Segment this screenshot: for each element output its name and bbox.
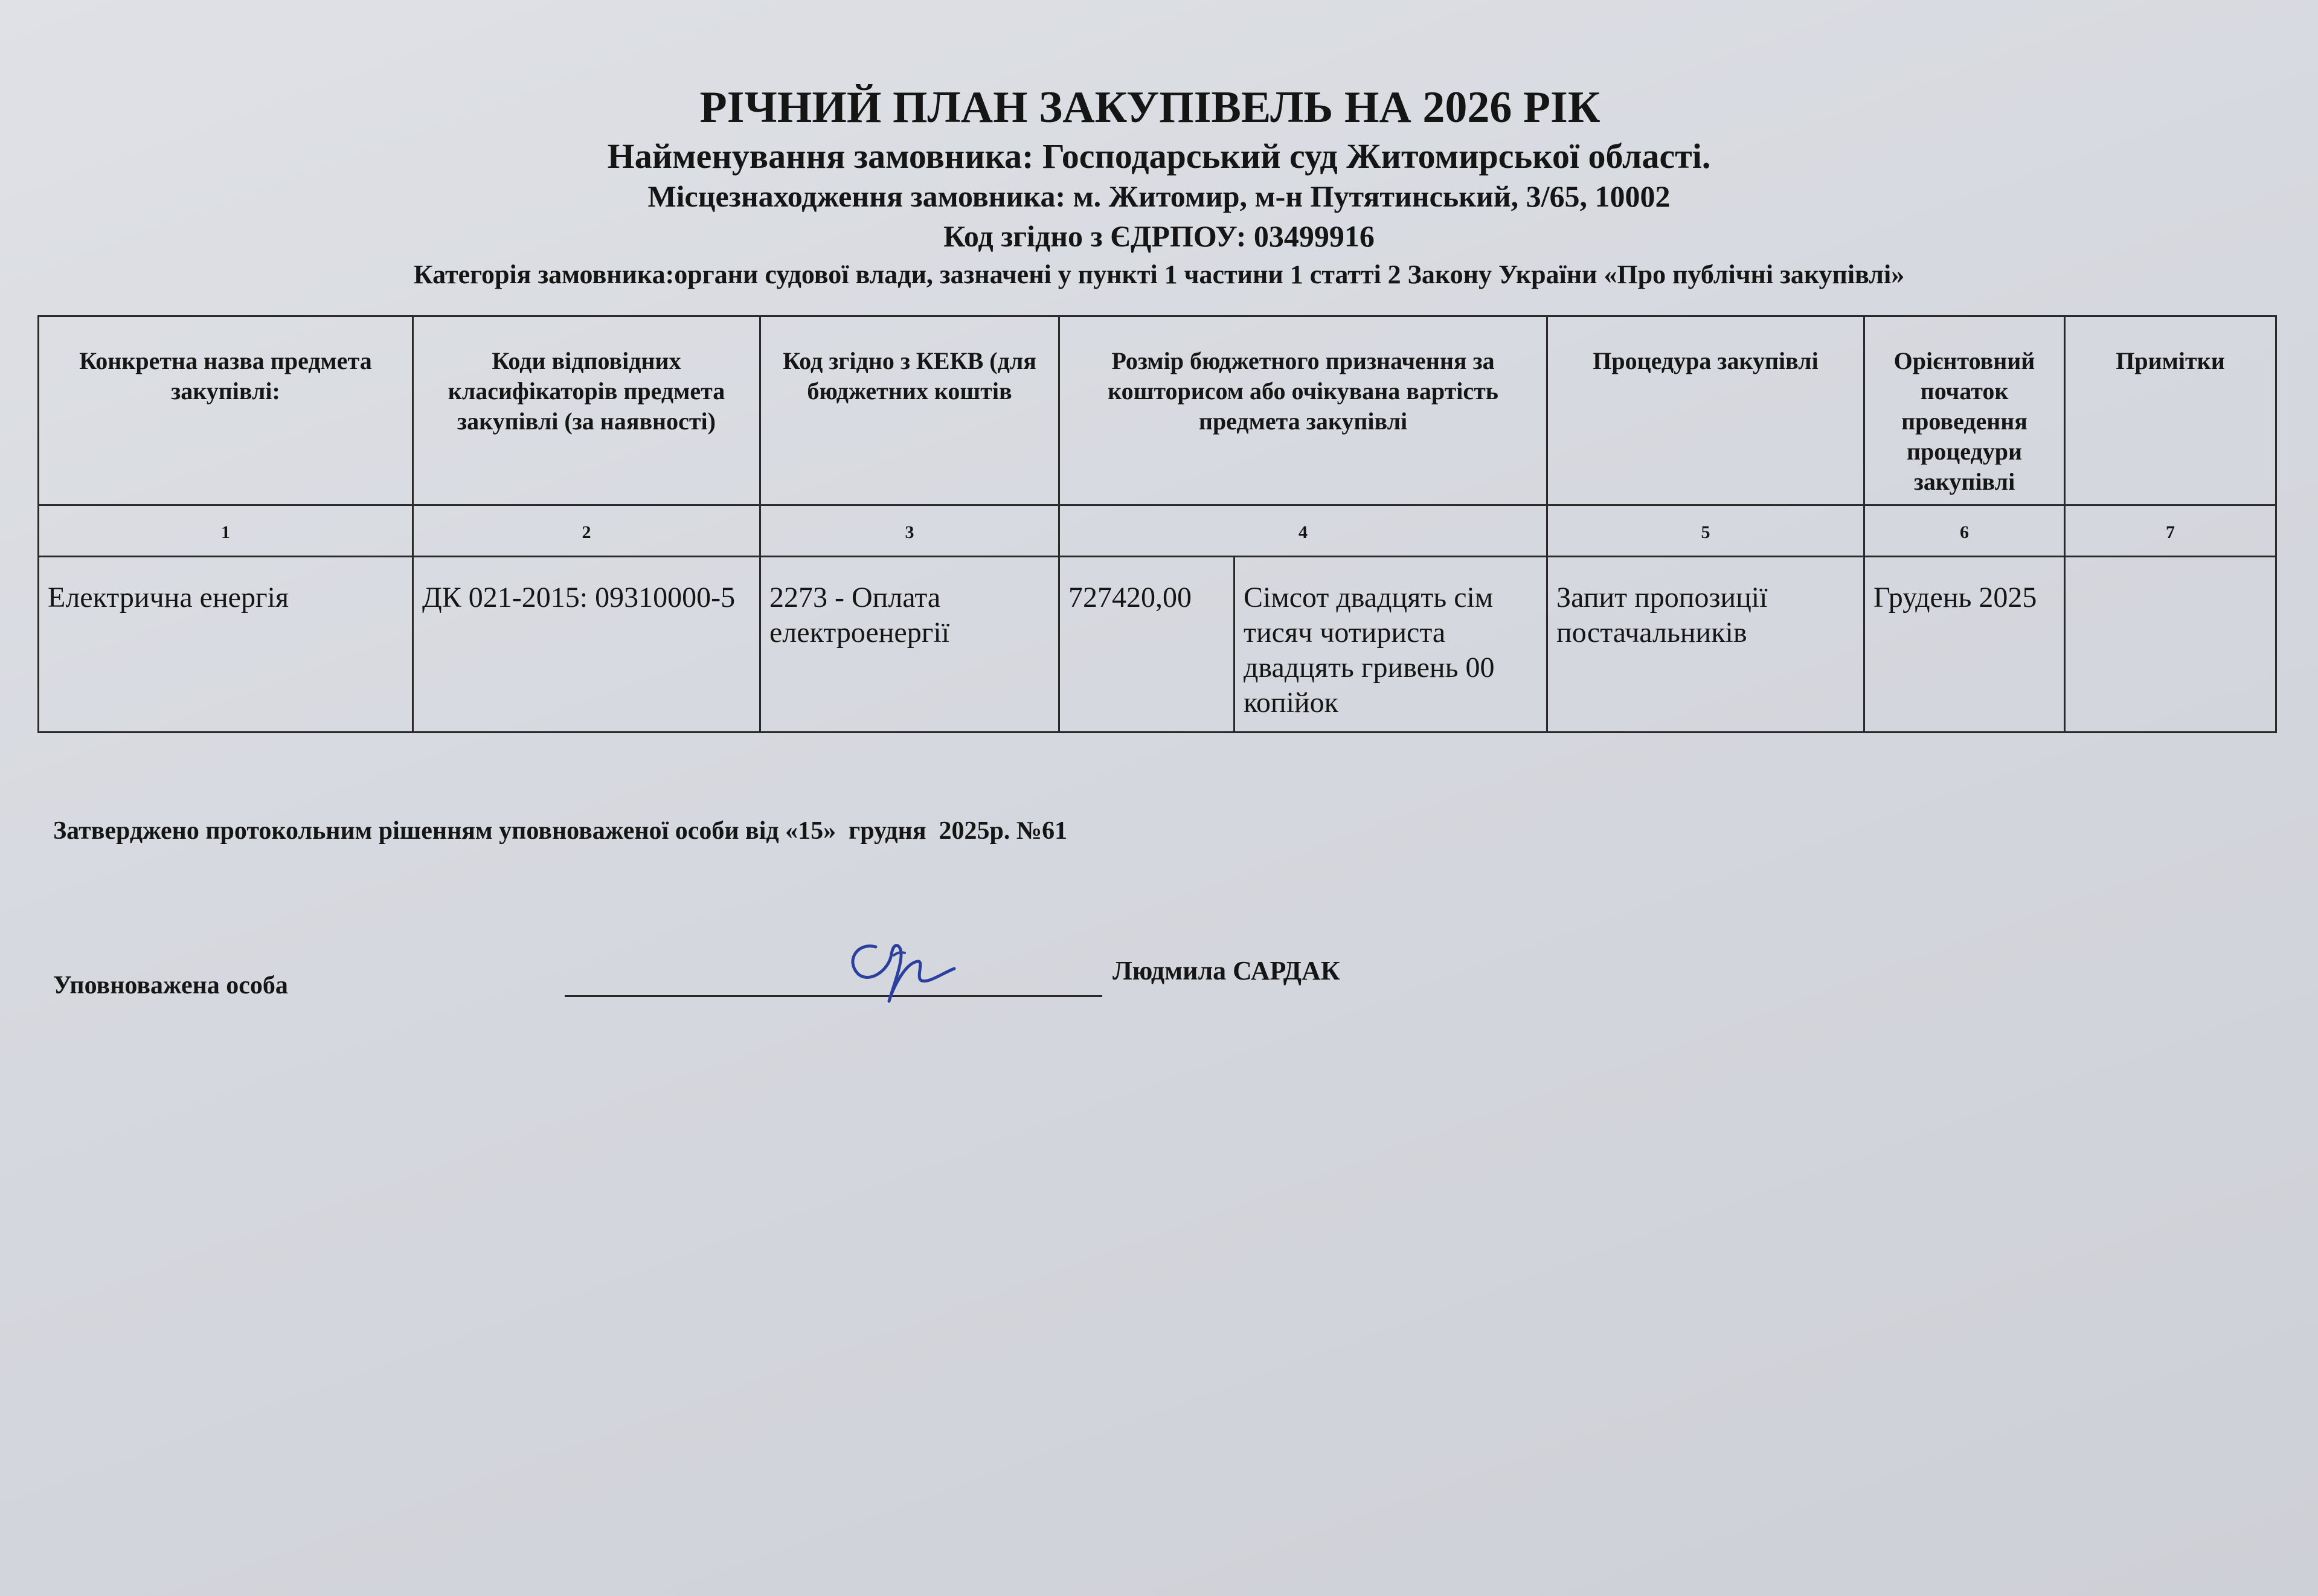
amount-cell: 727420,00 (1059, 557, 1234, 732)
customer-location: Місцезнаходження замовника: м. Житомир, м-н Путятинський, 3/65, 10002 (647, 179, 1671, 213)
approval-statement: Затверджено протокольним рішенням уповноваженої особи від «15» грудня 2025р. №61 (53, 817, 1068, 845)
header-budget-amount: Розмір бюджетного призначення за кошторисом або очікувана вартість предмета закупівлі (1059, 316, 1547, 505)
kekv-cell: 2273 - Оплата електроенергії (760, 557, 1059, 732)
column-number: 7 (2065, 505, 2276, 557)
header-notes: Примітки (2065, 316, 2276, 505)
column-number: 2 (413, 505, 760, 557)
header-classifier-codes: Коди відповідних класифікаторів предмета закупівлі (за наявності) (413, 316, 760, 505)
start-date-cell: Грудень 2025 (1864, 557, 2065, 732)
column-number: 6 (1864, 505, 2065, 557)
header-kekv-code: Код згідно з КЕКВ (для бюджетних коштів (760, 316, 1059, 505)
customer-category: Категорія замовника:органи судової влади, зазначені у пункті 1 частини 1 статті 2 Закону України «Про публічні закупівлі» (413, 260, 1905, 289)
document-header (0, 79, 2318, 293)
authorized-person-label: Уповноважена особа (53, 972, 288, 999)
table-header-row (39, 316, 2276, 505)
column-number: 3 (760, 505, 1059, 557)
table-row (39, 557, 2276, 732)
signature-image (833, 918, 990, 1014)
column-number: 1 (39, 505, 413, 557)
header-procedure: Процедура закупівлі (1547, 316, 1864, 505)
item-name-cell: Електрична енергія (39, 557, 413, 732)
edrpou-code: Код згідно з ЄДРПОУ: 03499916 (943, 219, 1375, 253)
header-item-name: Конкретна назва предмета закупівлі: (39, 316, 413, 505)
amount-words-cell: Сімсот двадцять сім тисяч чотириста двадцять гривень 00 копійок (1234, 557, 1547, 732)
document-title: РІЧНИЙ ПЛАН ЗАКУПІВЕЛЬ НА 2026 РІК (699, 83, 1600, 132)
classifier-cell: ДК 021-2015: 09310000-5 (413, 557, 760, 732)
column-number-row (39, 505, 2276, 557)
procurement-plan-table (37, 315, 2277, 733)
procedure-cell: Запит пропозиції постачальників (1547, 557, 1864, 732)
column-number: 5 (1547, 505, 1864, 557)
column-number: 4 (1059, 505, 1547, 557)
customer-name: Найменування замовника: Господарський суд Житомирської області. (607, 136, 1711, 176)
header-start-date: Орієнтовний початок проведення процедури закупівлі (1864, 316, 2065, 505)
signer-name: Людмила САРДАК (1112, 956, 1340, 985)
notes-cell (2065, 557, 2276, 732)
